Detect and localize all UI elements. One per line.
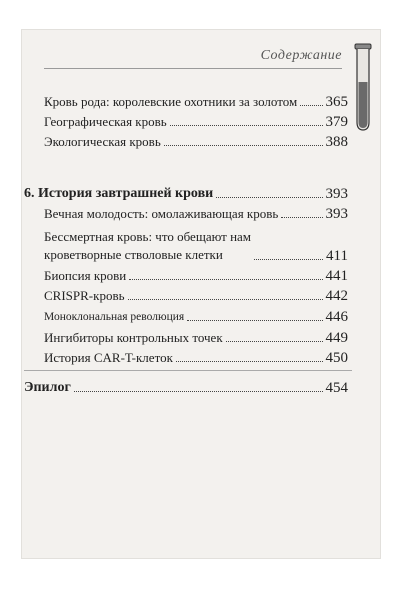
dot-leader: [176, 361, 323, 362]
toc-page-number: 365: [325, 94, 348, 110]
dot-leader: [170, 125, 323, 126]
toc-entry[interactable]: [44, 268, 348, 284]
toc-entry[interactable]: [44, 206, 348, 222]
dot-leader: [187, 320, 322, 321]
toc-entry-title: CRISPR-кровь: [44, 288, 125, 303]
toc-entry[interactable]: [44, 330, 348, 346]
toc-page-number: 450: [325, 350, 348, 366]
toc-entry[interactable]: [44, 114, 348, 130]
toc-entry-title: Моноклональная революция: [44, 311, 185, 323]
toc-entry-title: [44, 228, 251, 264]
toc-entry-title: Географическая кровь: [44, 114, 167, 129]
dot-leader: [226, 341, 323, 342]
toc-page-number: 441: [325, 268, 348, 284]
toc-chapter-entry[interactable]: [24, 380, 348, 396]
toc-page-number: 393: [325, 186, 348, 202]
toc-entry[interactable]: [44, 226, 348, 264]
toc-entry-title: Вечная молодость: омолаживающая кровь: [44, 206, 279, 221]
toc-page-number: 454: [325, 380, 348, 396]
toc-entry-title: История CAR-T-клеток: [44, 350, 173, 365]
toc-chapter-entry[interactable]: [24, 186, 348, 202]
chapter-title: 6. История завтрашней крови: [24, 186, 214, 201]
toc-entry[interactable]: [44, 309, 348, 325]
dot-leader: [164, 145, 323, 146]
toc-page-number: 388: [325, 134, 348, 150]
toc-entry[interactable]: [44, 350, 348, 366]
toc-page-number: 411: [326, 248, 348, 264]
dot-leader: [216, 197, 322, 198]
dot-leader: [128, 299, 323, 300]
running-title: Содержание: [260, 48, 342, 63]
book-page: [22, 30, 380, 558]
toc-entry-title: Биопсия крови: [44, 268, 127, 283]
toc-entry[interactable]: [44, 94, 348, 110]
header-rule: [44, 68, 342, 69]
toc-entry-title-line2: кроветворные стволовые клетки: [44, 247, 223, 262]
toc-page-number: 446: [325, 309, 348, 325]
toc-entry[interactable]: [44, 134, 348, 150]
toc-entry-title: Ингибиторы контрольных точек: [44, 330, 223, 345]
dot-leader: [254, 259, 323, 260]
epilogue-title: Эпилог: [24, 380, 71, 395]
dot-leader: [300, 105, 322, 106]
toc-page-number: 449: [325, 330, 348, 346]
dot-leader: [281, 217, 322, 218]
toc-page-number: 442: [325, 288, 348, 304]
toc-page-number: 379: [325, 114, 348, 130]
test-tube-icon: [352, 42, 374, 132]
toc-entry-title: Экологическая кровь: [44, 134, 161, 149]
dot-leader: [74, 391, 323, 392]
toc-entry-title: Кровь рода: королевские охотники за золотом: [44, 94, 298, 109]
dot-leader: [129, 279, 322, 280]
toc-entry-title-line1: Бессмертная кровь: что обещают нам: [44, 229, 252, 244]
section-divider: [24, 370, 352, 371]
toc-entry[interactable]: [44, 288, 348, 304]
toc-page-number: 393: [325, 206, 348, 222]
